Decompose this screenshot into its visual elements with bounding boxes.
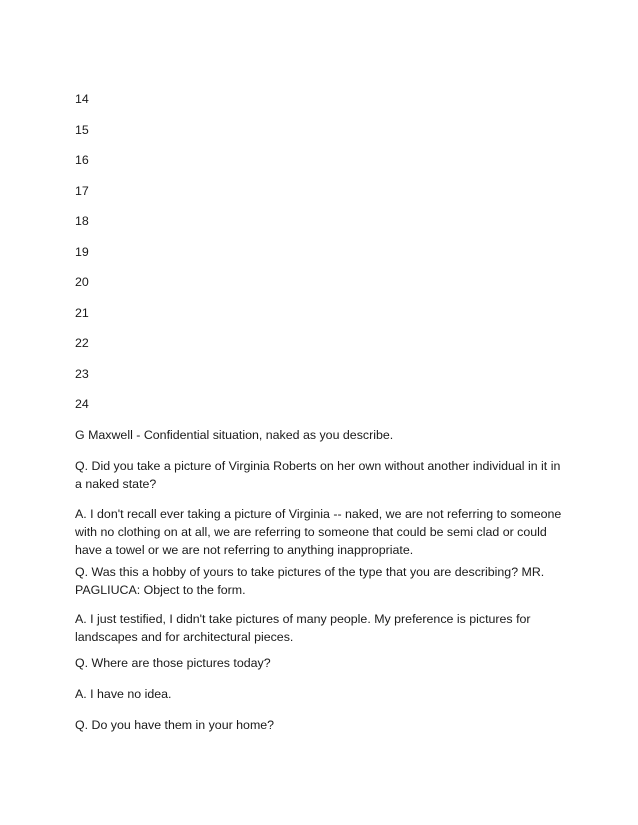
testimony-question-2: Q. Was this a hobby of yours to take pictures of the type that you are describing? MR. PAGLIUCA: Object to the form. xyxy=(75,565,545,597)
line-number-24: 24 xyxy=(75,397,89,411)
line-number-21: 21 xyxy=(75,306,89,320)
testimony-answer-3: A. I have no idea. xyxy=(75,687,172,701)
testimony-speaker-line: G Maxwell - Confidential situation, naked as you describe. xyxy=(75,428,394,442)
testimony-question-1: Q. Did you take a picture of Virginia Roberts on her own without another individual in it in a naked state? xyxy=(75,459,561,491)
testimony-answer-2: A. I just testified, I didn't take pictures of many people. My preference is pictures for landscapes and for architectural pieces. xyxy=(75,612,531,644)
line-number-18: 18 xyxy=(75,214,89,228)
line-number-22: 22 xyxy=(75,336,89,350)
testimony-question-4: Q. Do you have them in your home? xyxy=(75,718,275,732)
line-number-23: 23 xyxy=(75,367,89,381)
testimony-answer-1: A. I don't recall ever taking a picture of Virginia -- naked, we are not referring to someone with no clothing on at all, we are referring to someone that could be semi clad or could have a towel or we are not referring to anything inappropriate. xyxy=(75,507,562,557)
line-number-19: 19 xyxy=(75,245,89,259)
testimony-question-3: Q. Where are those pictures today? xyxy=(75,656,271,670)
line-number-14: 14 xyxy=(75,92,89,106)
line-number-15: 15 xyxy=(75,123,89,137)
line-number-17: 17 xyxy=(75,184,89,198)
line-number-16: 16 xyxy=(75,153,89,167)
line-number-20: 20 xyxy=(75,275,89,289)
